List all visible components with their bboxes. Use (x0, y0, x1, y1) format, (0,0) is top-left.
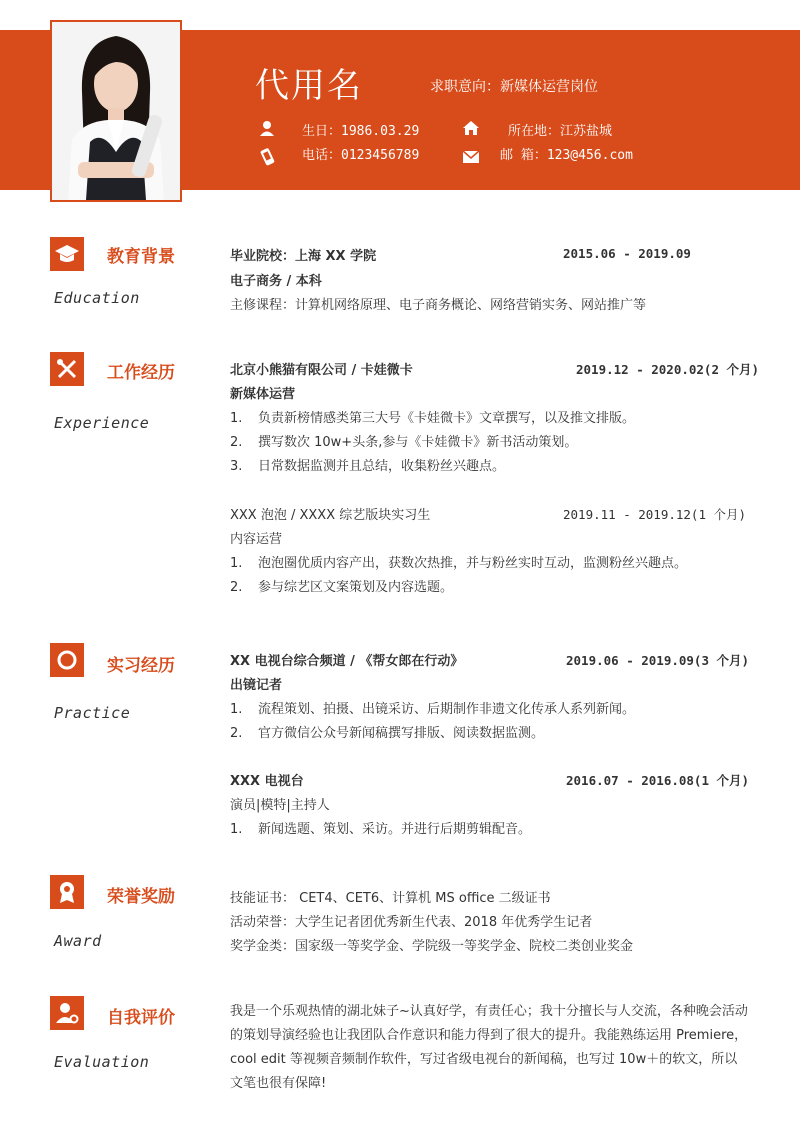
section-title-experience: 工作经历 (107, 363, 175, 383)
job-company: 北京小熊猫有限公司 / 卡娃微卡 (230, 363, 413, 378)
section-subtitle-experience: Experience (54, 414, 150, 432)
job-date: 2019.06 - 2019.09(3 个月) (566, 653, 750, 668)
job-role: 演员|模特|主持人 (230, 798, 330, 813)
education-date: 2015.06 - 2019.09 (563, 246, 691, 261)
list-item: 3. 日常数据监测并且总结，收集粉丝兴趣点。 (230, 459, 506, 474)
section-title-practice: 实习经历 (107, 656, 175, 676)
job-date: 2019.11 - 2019.12(1 个月) (563, 507, 747, 522)
phone-icon (258, 148, 276, 166)
job-role: 内容运营 (230, 532, 283, 547)
section-subtitle-evaluation: Evaluation (54, 1053, 150, 1071)
list-item: 2. 参与综艺区文案策划及内容选题。 (230, 580, 454, 595)
school: 毕业院校：上海 XX 学院 (230, 249, 377, 264)
job-company: XXX 电视台 (230, 774, 304, 789)
self-evaluation-text: 我是一个乐观热情的湖北妹子~认真好学，有责任心；我十分擅长与人交流，各种晚会活动的策划导演经验也让我团队合作意识和能力得到了很大的提升。我能熟练运用 Premiere，cool edit 等视频音频制作软件，写过省级电视台的新闻稿，也写过 10w＋的软文，所以文笔也很有保障! (230, 1004, 748, 1091)
job-date: 2016.07 - 2016.08(1 个月) (566, 773, 750, 788)
candidate-name: 代用名 (255, 66, 363, 106)
birth-date: 生日：1986.03.29 (302, 124, 420, 139)
job-intent: 求职意向：新媒体运营岗位 (430, 79, 598, 95)
major: 电子商务 / 本科 (230, 274, 322, 289)
list-item: 1. 泡泡圈优质内容产出，获数次热推，并与粉丝实时互动，监测粉丝兴趣点。 (230, 556, 688, 571)
list-item: 2. 官方微信公众号新闻稿撰写排版、阅读数据监测。 (230, 726, 545, 741)
section-subtitle-award: Award (54, 932, 102, 950)
section-title-education: 教育背景 (107, 247, 175, 267)
section-title-evaluation: 自我评价 (107, 1008, 175, 1028)
email: 邮 箱：123@456.com (500, 148, 633, 163)
list-item: 2. 撰写数次 10w+头条,参与《卡娃微卡》新书活动策划。 (230, 435, 578, 450)
award-line: 活动荣誉：大学生记者团优秀新生代表、2018 年优秀学生记者 (230, 915, 593, 930)
job-date: 2019.12 - 2020.02(2 个月) (576, 362, 760, 377)
job-role: 新媒体运营 (230, 387, 296, 402)
medal-icon (50, 875, 84, 909)
list-item: 1. 负责新榜情感类第三大号《卡娃微卡》文章撰写，以及推文排版。 (230, 411, 636, 426)
ring-icon (50, 643, 84, 677)
award-line: 奖学金类：国家级一等奖学金、学院级一等奖学金、院校二类创业奖金 (230, 939, 634, 954)
profile-photo (50, 20, 182, 202)
section-subtitle-practice: Practice (54, 704, 131, 722)
home-icon (462, 119, 480, 137)
list-item: 1. 流程策划、拍摄、出镜采访、后期制作非遗文化传承人系列新闻。 (230, 702, 636, 717)
award-line: 技能证书： CET4、CET6、计算机 MS office 二级证书 (230, 891, 551, 906)
list-item: 1. 新闻选题、策划、采访。并进行后期剪辑配音。 (230, 822, 532, 837)
courses: 主修课程：计算机网络原理、电子商务概论、网络营销实务、网站推广等 (230, 298, 647, 313)
job-company: XX 电视台综合频道 / 《帮女郎在行动》 (230, 654, 464, 669)
job-company: XXX 泡泡 / XXXX 综艺版块实习生 (230, 508, 431, 523)
tools-icon (50, 352, 84, 386)
user-gear-icon (50, 996, 84, 1030)
section-subtitle-education: Education (54, 289, 140, 307)
graduation-cap-icon (50, 237, 84, 271)
mail-icon (462, 148, 480, 166)
location: 所在地：江苏盐城 (508, 124, 613, 139)
phone-number: 电话：0123456789 (302, 148, 420, 163)
person-icon (258, 119, 276, 137)
section-title-award: 荣誉奖励 (107, 887, 175, 907)
job-role: 出镜记者 (230, 678, 283, 693)
